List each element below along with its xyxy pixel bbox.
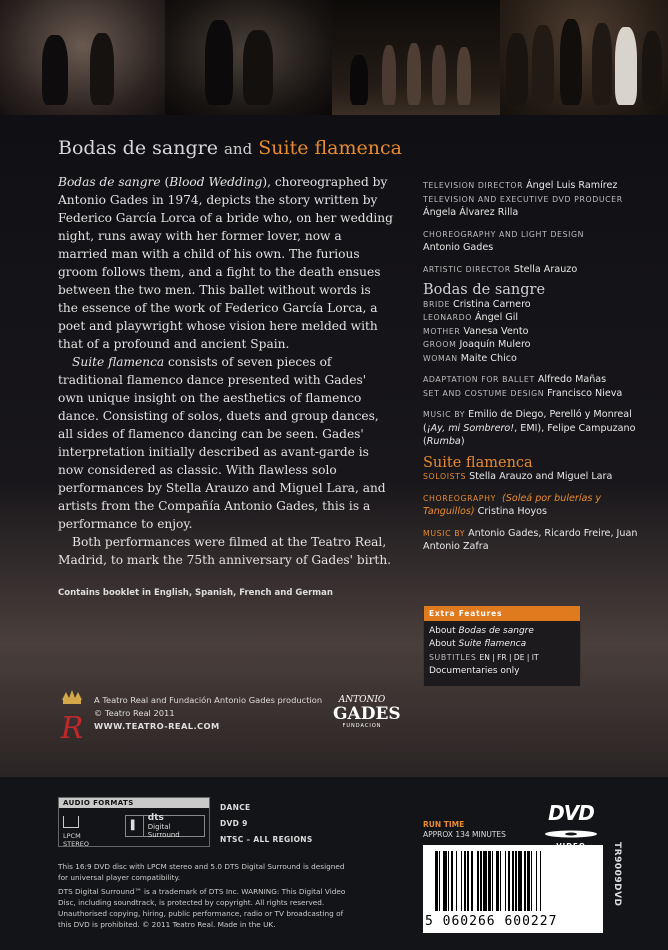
svg-text:R: R <box>60 711 84 746</box>
extra-italic: Bodas de sangre <box>458 626 534 636</box>
run-time-label: RUN TIME <box>423 820 465 829</box>
booklet-note: Contains booklet in English, Spanish, French and German <box>58 588 333 598</box>
credit-italic: ¡Ay, mi Sombrero! <box>426 422 515 434</box>
subtitles-value: EN | FR | DE | IT <box>479 653 539 662</box>
meta-disc: DVD 9 <box>220 819 248 828</box>
lpcm-text: STEREO <box>63 840 89 848</box>
fine-print <box>58 861 348 933</box>
desc-italic: Suite flamenca <box>72 355 165 369</box>
antonio-gades-logo <box>333 695 401 745</box>
description-paragraph-1 <box>58 173 394 353</box>
credit-choreo <box>423 492 653 519</box>
credit-tv-director <box>423 179 653 193</box>
credit-label: LEONARDO <box>423 313 472 322</box>
credit-italic: Rumba <box>426 436 461 447</box>
credit-bride <box>423 298 653 312</box>
photo-duet <box>165 0 332 115</box>
description-paragraph-2 <box>58 353 394 533</box>
desc-text: ), choreographed by Antonio Gades in 1974, depicts the story written by Federico García Lorca of a bride who, on her wedding night, runs away with her former lover, now a married man with a child of his own. The furious groom follows them, and a fight to the death ensues between the two men. This ballet without words is the essence of the work of Federico García Lorca, a poet and playwright whose vision here melded with that of a profound and ancient Spain. <box>58 175 393 351</box>
credit-label: SET AND COSTUME DESIGN <box>423 388 545 398</box>
catalog-number <box>608 840 628 935</box>
gades-logo-text: ANTONIO <box>338 695 386 705</box>
credit-label: ADAPTATION FOR BALLET <box>423 375 535 384</box>
meta-region: NTSC – ALL REGIONS <box>220 835 313 844</box>
barcode-bars <box>435 851 593 911</box>
desc-italic: Bodas de sangre <box>58 175 161 189</box>
credit-artistic <box>423 263 653 277</box>
dts-text: Digital Surround <box>147 823 180 839</box>
credit-value: Stella Arauzo <box>513 263 578 275</box>
production-copyright: © Teatro Real 2011 <box>94 708 175 718</box>
fine-print-paragraph: This 16:9 DVD disc with LPCM stereo and 5.0 DTS Digital Surround is designed for universal player compatibility. <box>58 862 345 882</box>
description <box>58 173 394 569</box>
credit-label: MUSIC BY <box>423 528 466 538</box>
dts-text: dts <box>147 813 164 823</box>
credit-label: SOLOISTS <box>423 472 467 481</box>
credit-value: Alfredo Mañas <box>537 374 607 385</box>
subtitles-label: SUBTITLES <box>429 653 477 662</box>
run-time <box>423 820 506 840</box>
credit-label: MOTHER <box>423 326 461 336</box>
credit-value: Vanesa Vento <box>463 325 529 337</box>
barcode-bar <box>541 851 542 911</box>
credit-choreo-light-label <box>423 228 653 242</box>
credit-value: Cristina Carnero <box>453 298 531 310</box>
lpcm-text: LPCM <box>63 832 81 840</box>
catalog-number-text: TR9009DVD <box>612 842 622 907</box>
extra-documentaries: Documentaries only <box>429 666 520 676</box>
title-part1: Bodas de sangre <box>58 137 218 159</box>
run-time-value: APPROX 134 MINUTES <box>423 830 506 839</box>
credit-label: TELEVISION DIRECTOR <box>423 181 524 190</box>
fine-print-paragraph: DTS Digital Surround™ is a trademark of DTS Inc. WARNING: This Digital Video Disc, including soundtrack, is protected by copyright. All rights reserved. Unauthorised copying, hiring, public performance, radio or TV broadcasting of this DVD is prohibited. © 2011 Teatro Real. Made in the UK. <box>58 887 346 929</box>
credit-leonardo <box>423 311 653 325</box>
credit-woman <box>423 352 653 366</box>
credit-mother <box>423 325 653 339</box>
credit-value: Maite Chico <box>460 352 517 364</box>
credit-italic: (Soleá por bulerías y Tanguillos) <box>423 492 602 517</box>
credit-label: MUSIC BY <box>423 410 466 419</box>
lpcm-badge <box>63 816 89 848</box>
desc-text: consists of seven pieces of traditional flamenco dance presented with Gades' own unique insight on the aesthetics of flamenco dance. Consisting of solos, duets and group dances, all sides of flamenco dancing can be seen. Gades' interpretation initially described as avant-garde is now considered as classic. With flawless solo performances by Stella Arauzo and Miguel Lara, and artists from the Compañía Antonio Gades, this is a performance to enjoy. <box>58 355 386 531</box>
credit-music <box>423 408 653 449</box>
suite-section-title: Suite flamenca <box>423 454 533 471</box>
credit-value: ) <box>460 436 465 447</box>
credit-value: , EMI), Felipe Campuzano ( <box>423 422 636 447</box>
barcode-number: 5 060266 600227 <box>425 914 558 929</box>
production-line: A Teatro Real and Fundación Antonio Gades production <box>94 695 323 705</box>
credit-adaptation <box>423 373 653 387</box>
credit-producer: Ángela Álvarez Rilla <box>423 207 519 218</box>
gades-logo-text: FUNDACION <box>342 723 382 729</box>
disc-meta <box>220 800 313 848</box>
credit-value: Francisco Nieva <box>547 387 623 399</box>
credit-choreo-light: Antonio Gades <box>423 242 494 253</box>
credit-value: Emilio de Diego, Perelló y Monreal ( <box>423 409 632 434</box>
extra-item-suite <box>429 638 575 651</box>
dvd-logo-text: DVD <box>548 801 594 825</box>
dts-badge <box>125 815 205 837</box>
extra-subtitles <box>429 651 575 665</box>
dvd-disc-icon <box>543 830 599 838</box>
gades-logo-text: GADES <box>333 704 401 724</box>
title-and: and <box>223 140 253 158</box>
extra-italic: Suite flamenca <box>458 639 527 649</box>
credit-music2 <box>423 527 653 554</box>
credit-label: CHOREOGRAPHY AND LIGHT DESIGN <box>423 229 585 239</box>
credit-value: Stella Arauzo and Miguel Lara <box>469 471 613 482</box>
extra-features-header: Extra Features <box>424 606 580 621</box>
photo-dancing-couple <box>0 0 165 115</box>
lpcm-icon <box>63 816 79 828</box>
audio-formats-header: AUDIO FORMATS <box>59 798 209 808</box>
logos-area <box>58 690 401 750</box>
page-title <box>58 137 402 159</box>
audio-formats-box <box>58 797 210 847</box>
credit-label: GROOM <box>423 340 457 349</box>
dts-speaker-icon: ▌ <box>126 816 144 836</box>
credit-value: Cristina Hoyos <box>477 506 548 517</box>
meta-genre: DANCE <box>220 803 251 812</box>
extra-features-list <box>424 621 580 682</box>
dvd-video-logo <box>543 803 599 845</box>
title-part2: Suite flamenca <box>258 137 402 159</box>
photo-ensemble <box>332 0 500 115</box>
teatro-real-crown-icon <box>58 690 86 746</box>
credit-value: Ángel Luis Ramírez <box>526 180 618 191</box>
credit-soloists <box>423 470 653 484</box>
teatro-real-url[interactable]: WWW.TEATRO-REAL.COM <box>94 721 220 731</box>
extra-about: About <box>429 626 456 636</box>
credit-label: TELEVISION AND EXECUTIVE DVD PRODUCER <box>423 194 623 204</box>
extra-about: About <box>429 639 456 649</box>
credit-producer-label <box>423 193 653 207</box>
credit-value: Antonio Gades, Ricardo Freire, Juan Antonio Zafra <box>423 527 638 552</box>
credit-set <box>423 387 653 401</box>
credit-value: Ángel Gil <box>474 312 519 323</box>
credit-value: Joaquín Mulero <box>459 339 531 350</box>
credit-label: WOMAN <box>423 353 458 363</box>
production-credit <box>94 694 322 733</box>
description-paragraph-3: Both performances were filmed at the Teatro Real, Madrid, to mark the 75th anniversary of Gades' birth. <box>58 535 392 567</box>
credits <box>423 179 653 554</box>
extra-features-box <box>423 605 581 687</box>
desc-text: ( <box>160 175 170 189</box>
extra-item-bodas <box>429 625 575 638</box>
credit-label: CHOREOGRAPHY <box>423 493 496 503</box>
photo-wedding-group <box>500 0 668 115</box>
bodas-section-title: Bodas de sangre <box>423 282 546 298</box>
credit-label: BRIDE <box>423 299 450 309</box>
barcode <box>423 845 603 933</box>
photo-strip <box>0 0 668 115</box>
credit-label: ARTISTIC DIRECTOR <box>423 264 511 274</box>
desc-italic: Blood Wedding <box>169 175 263 189</box>
credit-groom <box>423 338 653 352</box>
